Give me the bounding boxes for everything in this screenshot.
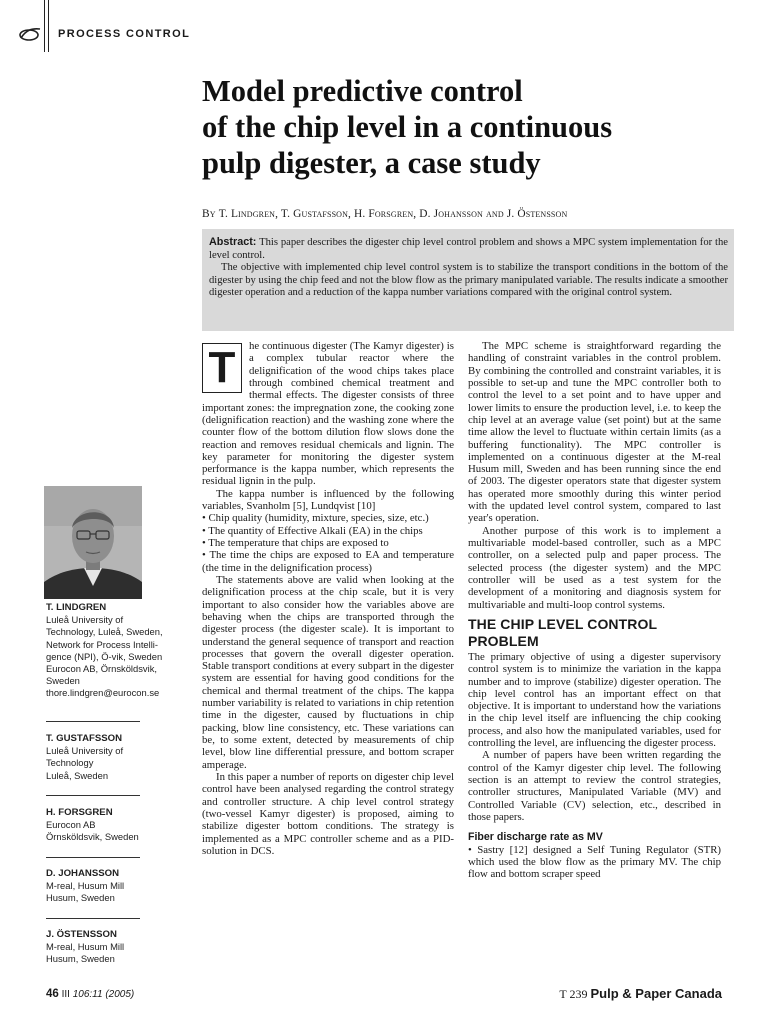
author-email: thore.lindgren@eurocon.se [46, 687, 160, 699]
author-divider [46, 857, 140, 858]
byline-authors: T. Lindgren, T. Gustafsson, H. Forsgren, D. Johansson [218, 208, 483, 220]
author-name: H. FORSGREN [46, 807, 113, 818]
author-name: T. LINDGREN [46, 602, 107, 613]
author-affiliation-line: Luleå University of [46, 614, 124, 626]
journal-logo-icon [18, 26, 42, 42]
author-name: T. GUSTAFSSON [46, 733, 123, 744]
title-line: pulp digester, a case study [202, 146, 541, 180]
author-affiliation-line: Luleå University of [46, 745, 124, 757]
author-divider [46, 795, 140, 796]
author-affiliation-line: Eurocon AB, Örnsköldsvik, [46, 663, 157, 675]
title-line: of the chip level in a continuous [202, 110, 613, 144]
subsection-heading: Fiber discharge rate as MV [468, 831, 603, 844]
article-title [202, 73, 742, 181]
list-item: • The temperature that chips are exposed to [202, 537, 389, 549]
author-divider [46, 918, 140, 919]
title-line: Model predictive control [202, 74, 523, 108]
list-item: • Sastry [12] designed a Self Tuning Regulator (STR) which used the blow flow as the primary MV. The chip flow and bottom scraper speed [468, 843, 721, 881]
body-paragraph: In this paper a number of reports on digester chip level control have been analysed regarding the control strategy and controller structure. A chip level control strategy (two-vessel Kamyr digester) is proposed, aiming to stabilize digester bottom conditions. The strategy is implemented as a MPC controller scheme and as a PID-solution in DCS. [202, 770, 454, 857]
body-paragraph: The primary objective of using a digester supervisory control system is to minimize the variation in the kappa number and to improve (stabilize) digester operation. The chip level control has an important effect on that objective. It is important to understand how the variations in the chip level itself are influencing the chip cooking process, and also how the manipulated variables, used for controlling the level, are influencing the digester process. [468, 650, 721, 750]
author-affiliation-line: Husum, Sweden [46, 953, 115, 965]
drop-cap: T [202, 343, 242, 393]
author-name: D. JOHANSSON [46, 868, 120, 879]
section-label: PROCESS CONTROL [58, 28, 191, 40]
body-paragraph: he continuous digester (The Kamyr digester) is a complex tubular reactor where the delignification of the wood chips takes place through combined chemical treatment and thermal effects. The digester consists of three important zones: the impregnation zone, the cooking zone (delignification reaction) and the washing zone where the counter flow of the bottom dilution flow slows done the reaction and removes residual chemicals and lignin. The key parameter for monitoring the digester system performance is the kappa number, which represents the residual lignin in the pulp. [202, 340, 454, 488]
body-paragraph: A number of papers have been written regarding the control of the Kamyr digester chip level. The following section is an attempt to review the control strategies, controller structures, Manipulated Variable (MV) and Controlled Variable (CV) selection, etc., described in those papers. [468, 749, 721, 823]
author-card [46, 602, 176, 700]
abstract-paragraph: The objective with implemented chip level control system is to stabilize the transport conditions in the bottom of the digester by using the chip feed and not the blow flow as the primary manipulated variable. The results indicate a smoother digester operation and a reduction of the kappa number variations compared with the original control system. [209, 262, 728, 298]
author-card [46, 929, 176, 966]
list-item: • The quantity of Effective Alkali (EA) in the chips [202, 524, 423, 537]
author-affiliation-line: Luleå, Sweden [46, 769, 109, 781]
abstract-label: Abstract: [209, 236, 257, 248]
body-paragraph: The kappa number is influenced by the following variables, Svanholm [5], Lundqvist [10] [202, 487, 454, 513]
author-affiliation-line: M-real, Husum Mill [46, 880, 125, 892]
author-affiliation-line: Örnsköldsvik, Sweden [46, 831, 139, 843]
page-number: 46 [46, 988, 59, 1000]
author-affiliation-line: Husum, Sweden [46, 892, 115, 904]
footer-page-info [46, 988, 134, 1000]
author-affiliation-line: Network for Process Intelli- [46, 638, 159, 650]
byline [202, 208, 567, 220]
body-paragraph: The MPC scheme is straightforward regarding the handling of constraint variables in the control problem. By combining the controlled and constraint variables, it is possible to set-up and tune the MPC controller both to control the level to a set point and to have upper and lower limits to ensure the production level, i.e. to keep the chip level at an average value (set point) but at the same time allow the level to fluctuate within certain limits (as a buffering functionality). The MPC controller is implemented on a continuous digester at the M-real Husum mill, Sweden and has been running since the end of 2003. The digester operators state that digester system has operated more smoothly during this winter period with the updated level control system, compared to last year's operation. [468, 340, 721, 525]
list-item: • Chip quality (humidity, mixture, species, size, etc.) [202, 512, 429, 525]
author-affiliation-line: Technology, Luleå, Sweden, [46, 626, 163, 638]
body-column-right [468, 340, 721, 881]
author-card [46, 733, 176, 782]
author-affiliation-line: gence (NPI), Ö-vik, Sweden [46, 650, 163, 662]
author-affiliation-line: Technology [46, 757, 94, 769]
author-affiliation-line: Sweden [46, 675, 80, 687]
issue-info: 106:11 (2005) [72, 989, 135, 1000]
byline-last-author: J. Östensson [506, 208, 568, 220]
abstract-paragraph: This paper describes the digester chip level control problem and shows a MPC system implementation for the level control. [209, 237, 728, 261]
author-name: J. ÖSTENSSON [46, 929, 117, 940]
footer-journal [559, 986, 722, 1002]
header-rule [44, 0, 45, 52]
author-divider [46, 721, 140, 722]
body-column-left [202, 340, 454, 857]
section-heading: THE CHIP LEVEL CONTROL PROBLEM [468, 615, 657, 649]
body-paragraph: Another purpose of this work is to implement a multivariable model-based controller, such as a MPC controller, on a selected pulp and paper process. The selected process (the digester system) and the MPC controller will be used as a test system for the development of a monitoring and diagnosis system for multivariable and multi-loop control systems. [468, 524, 721, 611]
abstract-box [202, 229, 734, 331]
journal-name: Pulp & Paper Canada [590, 986, 722, 1001]
author-photo [44, 486, 142, 599]
journal-page: T 239 [559, 987, 588, 1001]
author-card [46, 807, 176, 844]
author-card [46, 868, 176, 905]
author-affiliation-line: M-real, Husum Mill [46, 941, 125, 953]
byline-by: By [202, 208, 216, 220]
list-item: • The time the chips are exposed to EA and temperature (the time in the delignification process) [202, 549, 454, 574]
header-rule [48, 0, 49, 52]
body-paragraph: The statements above are valid when looking at the delignification process at the chip scale, but it is very important to also consider how the variables above are behaving when the chips are transported through the digester process (the digester scale). It is important to understand the general sequence of transport and reaction processes that govern the overall digester operation. Stable transport conditions at every subpart in the digester system are essential for having good conditions for the chemical and thermal treatment of the chips. The kappa number variability is related to variations in chip retention time in the digester, caused by fluctuations in chip packing, blow line consistency, etc. These variations can be, to some extent, detected by measurements of chip level, blow line differential pressure, and bottom scraper amperage. [202, 573, 454, 771]
author-affiliation-line: Eurocon AB [46, 819, 96, 831]
byline-and: and [485, 208, 504, 220]
footer-separator: III [61, 989, 70, 1000]
